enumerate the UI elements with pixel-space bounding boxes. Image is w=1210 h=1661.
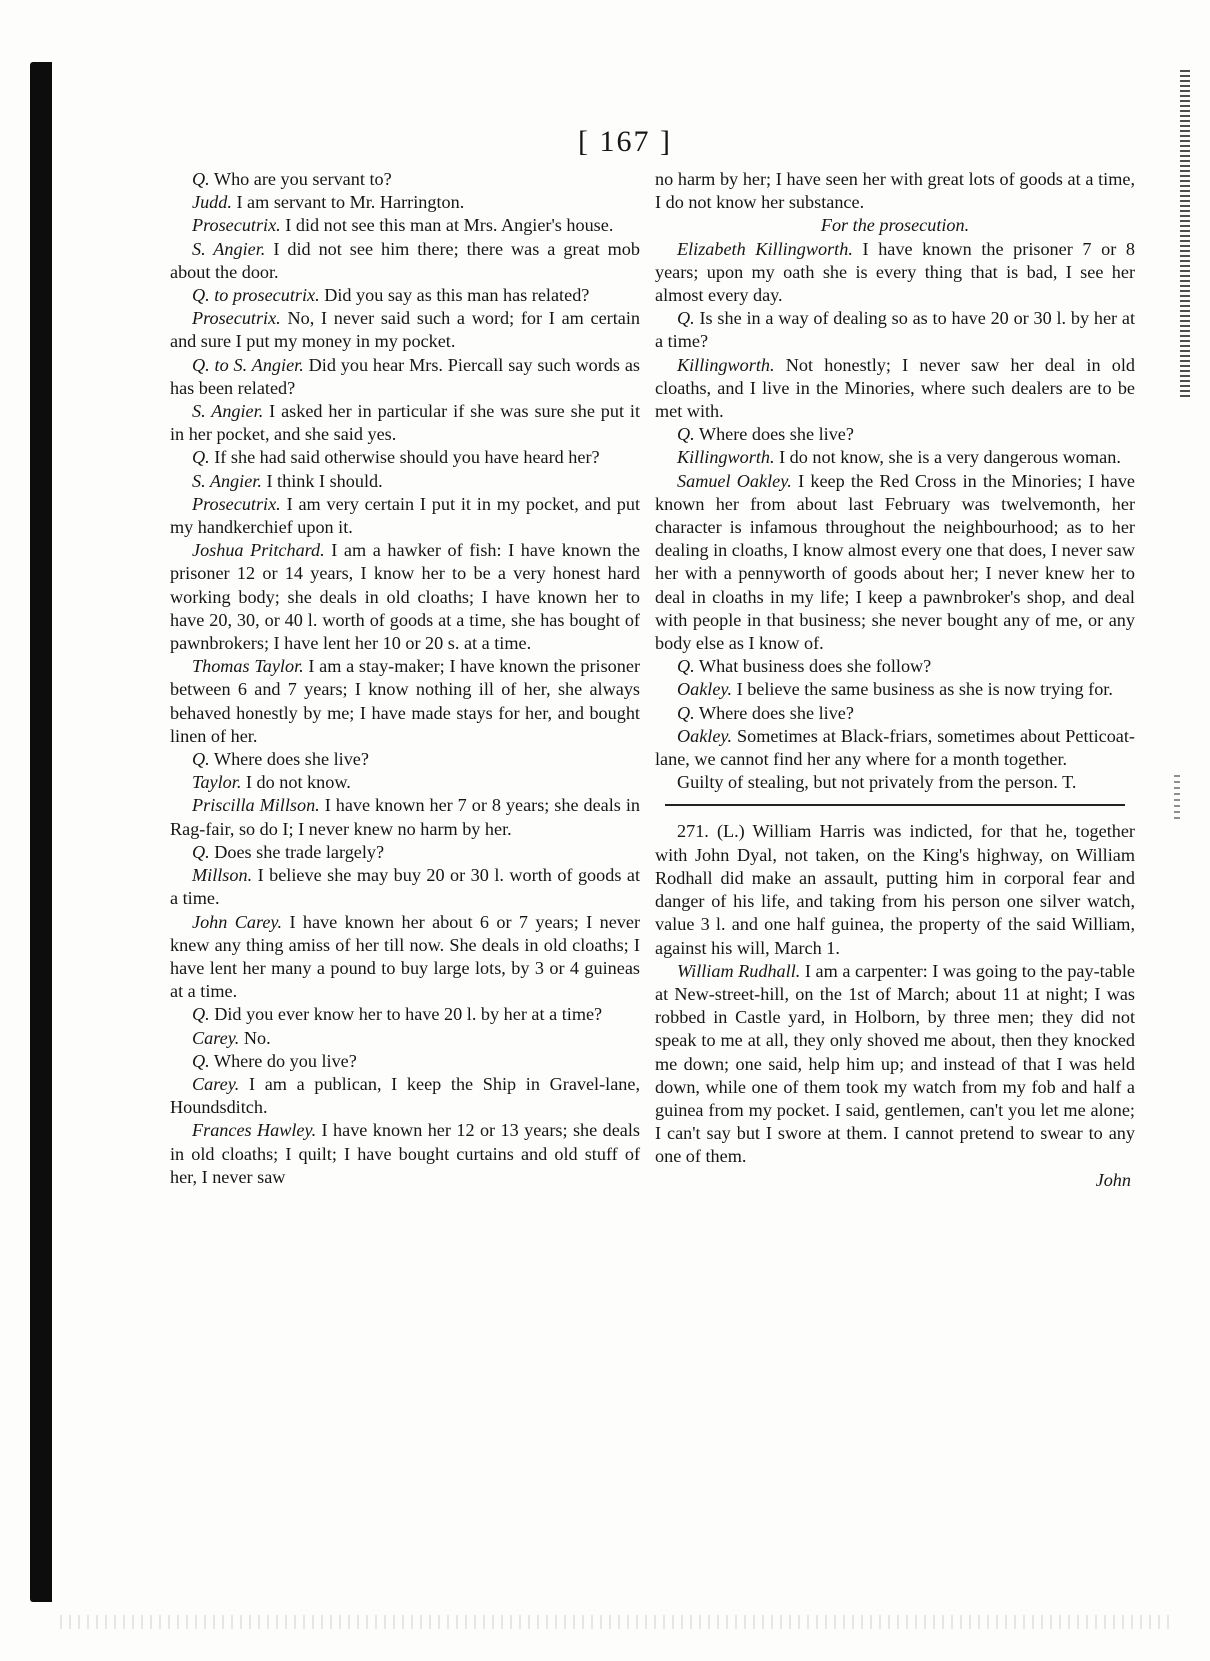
speaker-name: Judd. (192, 192, 232, 213)
testimony-text: I do not know, she is a very dangerous woman. (779, 447, 1121, 468)
speaker-name: Elizabeth Killingworth. (677, 238, 853, 259)
left-column (170, 168, 640, 1189)
speaker-name: Q. (192, 1004, 210, 1025)
testimony-text: I keep the Red Cross in the Minories; I have known her from about last February was twelvemonth, her character is infamous throughout the neighbourhood; as to her dealing in cloaths, I know almost every one that does, I never saw her with a pennyworth of goods about her; I never knew her to deal in cloaths in my life; I keep a pawnbroker's shop, and deal with people in that business; she never bought any of me, or any body else as I know of. (655, 470, 1135, 654)
testimony-paragraph (655, 678, 1135, 701)
speaker-name: Oakley. (677, 725, 733, 746)
testimony-text: Where does she live? (698, 424, 854, 445)
testimony-paragraph (170, 1003, 640, 1026)
speaker-name: Millson. (192, 865, 253, 886)
testimony-text: I am a carpenter: I was going to the pay-table at New-street-hill, on the 1st of March; about 11 at night; I was robbed in Castle yard, in Holborn, by three men; they did not speak to me at all, they only shoved me about, then they knocked me down; one said, help him up; and instead of that I was held down, while one of them took my watch from my fob and half a guinea from my pocket. I said, gentlemen, can't you let me alone; I can't say but I swore at them. I cannot pretend to swear to any one of them. (655, 960, 1136, 1167)
speaker-name: Q. (677, 656, 695, 677)
testimony-paragraph (170, 238, 640, 284)
speaker-name: Killingworth. (677, 354, 775, 375)
testimony-paragraph (170, 1073, 640, 1119)
testimony-paragraph (170, 191, 640, 214)
speaker-name: Q. (677, 308, 695, 329)
testimony-paragraph (170, 864, 640, 910)
speaker-name: Oakley. (677, 679, 733, 700)
speaker-name: Frances Hawley. (192, 1120, 317, 1141)
testimony-paragraph (170, 539, 640, 655)
speaker-name: Joshua Pritchard. (192, 540, 325, 561)
right-paragraphs-2 (655, 960, 1135, 1169)
testimony-paragraph (170, 1027, 640, 1050)
testimony-text: Where do you live? (213, 1050, 357, 1071)
testimony-text: Not honestly; I never saw her deal in old cloaths, and I live in the Minories, where such dealers are to be met with. (655, 354, 1136, 422)
testimony-text: Where does she live? (698, 702, 854, 723)
testimony-text: I did not see this man at Mrs. Angier's house. (285, 215, 614, 236)
speaker-name: Prosecutrix. (192, 215, 281, 236)
case-text: William Harris was indicted, for that he, together with John Dyal, not taken, on the King's highway, on William Rodhall did make an assault, putting him in corporal fear and danger of his life, and taking from his person one silver watch, value 3 l. and one half guinea, the property of the said William, against his will, March 1. (655, 821, 1135, 958)
speaker-name: Prosecutrix. (192, 308, 281, 329)
page-edge-marks (1180, 70, 1190, 400)
scan-noise (60, 1615, 1170, 1629)
testimony-text: I have known her 12 or 13 years; she deals in old cloaths; I quilt; I have bought curtains and old stuff of her, I never saw (170, 1120, 641, 1187)
speaker-name: William Rudhall. (677, 960, 801, 981)
testimony-text: I have known her 7 or 8 years; she deals in Rag-fair, so do I; I never knew no harm by her. (170, 795, 640, 839)
testimony-text: I believe she may buy 20 or 30 l. worth of goods at a time. (170, 865, 640, 909)
testimony-paragraph (655, 655, 1135, 678)
testimony-paragraph (655, 307, 1135, 353)
testimony-text: Is she in a way of dealing so as to have 20 or 30 l. by her at a time? (655, 308, 1136, 352)
testimony-text: I asked her in particular if she was sure she put it in her pocket, and she said yes. (170, 401, 641, 445)
speaker-name: Q. to S. Angier. (192, 354, 304, 375)
testimony-text: Sometimes at Black-friars, sometimes about Petticoat-lane, we cannot find her any where for a month together. (655, 725, 1135, 770)
testimony-text: Did you ever know her to have 20 l. by her at a time? (214, 1004, 603, 1025)
testimony-paragraph (170, 771, 640, 794)
testimony-text: I am very certain I put it in my pocket, and put my handkerchief upon it. (170, 493, 640, 538)
testimony-text: No. (243, 1027, 271, 1048)
page-edge-dots (1174, 775, 1180, 820)
speaker-name: Q. (192, 1050, 210, 1071)
testimony-text: Does she trade largely? (214, 841, 385, 862)
testimony-text: Who are you servant to? (213, 169, 392, 189)
testimony-paragraph (170, 794, 640, 840)
speaker-name: Carey. (192, 1027, 240, 1048)
speaker-name: Taylor. (192, 772, 242, 793)
testimony-text: No, I never said such a word; for I am certain and sure I put my money in my pocket. (170, 308, 641, 352)
testimony-text: What business does she follow? (698, 656, 932, 677)
continuation-text: no harm by her; I have seen her with great lots of goods at a time, I do not know her substance. (655, 169, 1135, 213)
right-paragraphs (655, 238, 1135, 795)
testimony-paragraph (655, 354, 1135, 424)
testimony-text: I believe the same business as she is now trying for. (736, 679, 1113, 700)
speaker-name: S. Angier. (192, 401, 264, 422)
testimony-text: I have known the prisoner 7 or 8 years; upon my oath she is every thing that is bad, I see her almost every day. (655, 238, 1136, 306)
speaker-name: Q. (677, 702, 695, 723)
case-number: 271. (L.) (677, 821, 745, 842)
testimony-text: Guilty of stealing, but not privately from the person. T. (677, 772, 1077, 793)
testimony-text: I have known her about 6 or 7 years; I never knew any thing amiss of her till now. She deals in old cloaths; I have lent her many a pound to buy large lots, by 3 or 4 guineas at a time. (170, 911, 641, 1002)
testimony-paragraph (655, 702, 1135, 725)
testimony-paragraph (655, 238, 1135, 308)
testimony-text: If she had said otherwise should you have heard her? (214, 447, 600, 468)
catchword: John (1095, 1169, 1131, 1190)
testimony-paragraph (170, 748, 640, 771)
testimony-paragraph (170, 655, 640, 748)
testimony-text: I am a publican, I keep the Ship in Gravel-lane, Houndsditch. (170, 1073, 641, 1118)
book-spine-shadow (30, 62, 52, 1602)
speaker-name: Q. to prosecutrix. (192, 285, 320, 306)
case-paragraph (655, 820, 1135, 959)
testimony-paragraph (655, 960, 1135, 1169)
testimony-text: I am a stay-maker; I have known the prisoner between 6 and 7 years; I know nothing ill of her, she always behaved honestly by me; I have made stays for her, and bought linen of her. (170, 656, 640, 746)
speaker-name: Q. (677, 424, 695, 445)
testimony-text: I am servant to Mr. Harrington. (236, 192, 465, 213)
speaker-name: S. Angier. (192, 470, 262, 491)
testimony-paragraph (170, 1119, 640, 1189)
testimony-paragraph (655, 771, 1135, 794)
speaker-name: Priscilla Millson. (192, 795, 320, 816)
speaker-name: Q. (192, 169, 210, 189)
speaker-name: John Carey. (192, 911, 283, 932)
testimony-text: Where does she live? (213, 749, 369, 770)
testimony-paragraph (655, 446, 1135, 469)
testimony-text: Did you say as this man has related? (324, 285, 590, 306)
right-column (655, 168, 1135, 1192)
testimony-paragraph (655, 423, 1135, 446)
testimony-paragraph (170, 284, 640, 307)
testimony-paragraph (170, 911, 640, 1004)
testimony-text: I am a hawker of fish: I have known the prisoner 12 or 14 years, I know her to be a very honest hard working body; she deals in old cloaths; I have known her to have 20, 30, or 40 l. worth of goods at a time, she has bought of pawnbrokers; I have lent her 10 or 20 s. at a time. (170, 540, 640, 654)
testimony-paragraph (170, 400, 640, 446)
speaker-name: Carey. (192, 1073, 240, 1094)
testimony-paragraph (170, 446, 640, 469)
testimony-paragraph (170, 307, 640, 353)
page-number: [ 167 ] (578, 125, 672, 158)
testimony-text: Did you hear Mrs. Piercall say such words as has been related? (170, 354, 641, 398)
speaker-name: Q. (192, 749, 210, 770)
testimony-paragraph (170, 168, 640, 191)
testimony-paragraph (655, 470, 1135, 656)
testimony-paragraph (170, 354, 640, 400)
speaker-name: Thomas Taylor. (192, 656, 304, 677)
section-heading: For the prosecution. (820, 215, 970, 236)
testimony-paragraph (170, 470, 640, 493)
testimony-text: I did not see him there; there was a great mob about the door. (170, 238, 640, 282)
speaker-name: Q. (192, 841, 210, 862)
testimony-paragraph (170, 841, 640, 864)
speaker-name: Q. (192, 447, 210, 468)
testimony-paragraph (655, 725, 1135, 771)
section-rule (665, 804, 1125, 806)
testimony-paragraph (170, 1050, 640, 1073)
testimony-paragraph (170, 214, 640, 237)
speaker-name: Samuel Oakley. (677, 470, 792, 491)
speaker-name: Prosecutrix. (192, 493, 281, 514)
testimony-text: I think I should. (266, 470, 383, 491)
speaker-name: Killingworth. (677, 447, 775, 468)
testimony-text: I do not know. (245, 772, 351, 793)
speaker-name: S. Angier. (192, 238, 266, 259)
testimony-paragraph (170, 493, 640, 539)
